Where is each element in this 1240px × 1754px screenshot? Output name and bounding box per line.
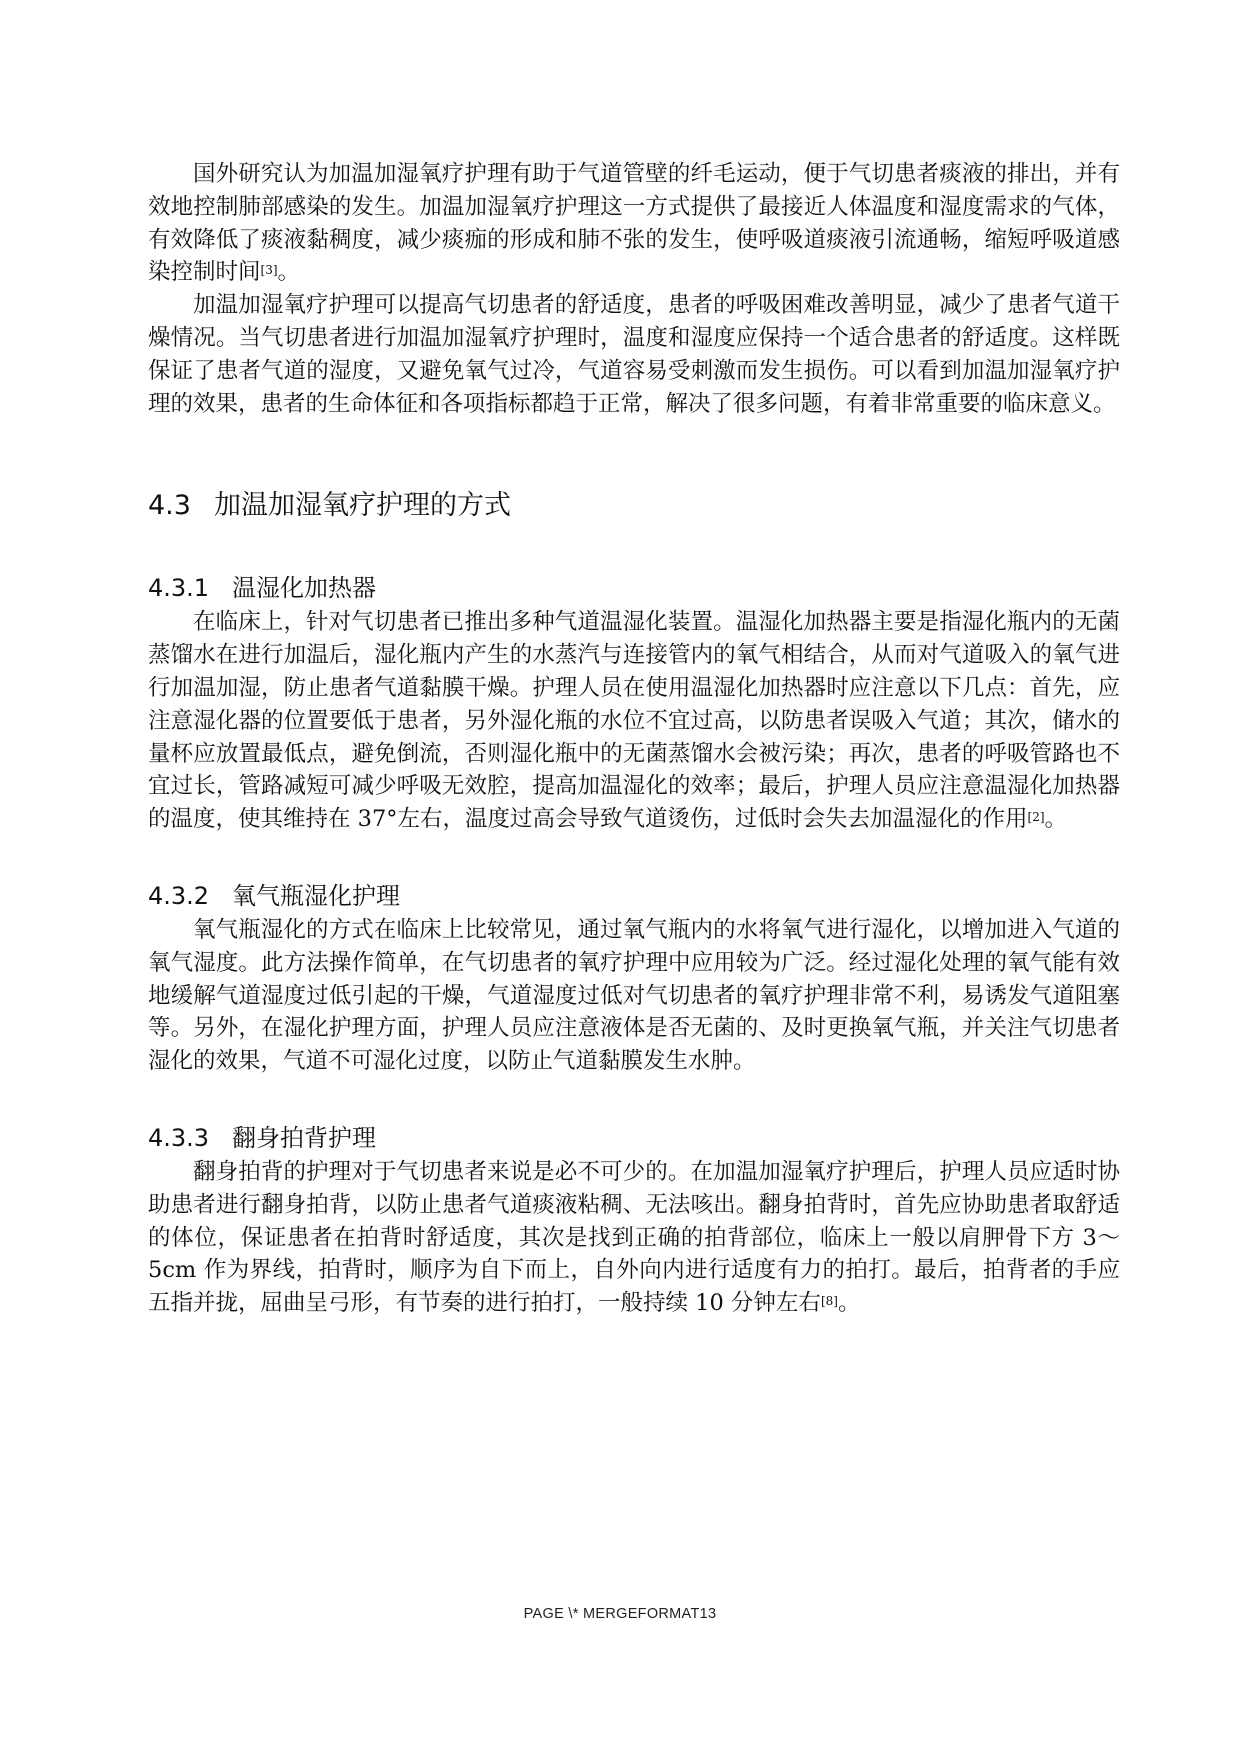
subsection-number: 4.3.3 bbox=[148, 1123, 210, 1152]
page-body bbox=[148, 158, 1120, 1320]
subsection-title: 翻身拍背护理 bbox=[232, 1123, 376, 1152]
subsection-number: 4.3.2 bbox=[148, 881, 210, 910]
page-footer: PAGE \* MERGEFORMAT13 bbox=[523, 1606, 717, 1622]
subsection-heading bbox=[148, 878, 1120, 914]
citation-marker: [3] bbox=[260, 263, 278, 278]
citation-marker: [2] bbox=[1027, 810, 1045, 825]
paragraph-text: 国外研究认为加温加湿氧疗护理有助于气道管壁的纤毛运动，便于气切患者痰液的排出，并有效地控制肺部感染的发生。加温加湿氧疗护理这一方式提供了最接近人体温度和湿度需求的气体，有效降低了痰液黏稠度，减少痰痂的形成和肺不张的发生，使呼吸道痰液引流通畅，缩短呼吸道感染控制时间 bbox=[148, 161, 1120, 286]
paragraph-text: 氧气瓶湿化的方式在临床上比较常见，通过氧气瓶内的水将氧气进行湿化，以增加进入气道的氧气湿度。此方法操作简单，在气切患者的氧疗护理中应用较为广泛。经过湿化处理的氧气能有效地缓解气道湿度过低引起的干燥，气道湿度过低对气切患者的氧疗护理非常不利，易诱发气道阻塞等。另外，在湿化护理方面，护理人员应注意液体是否无菌的、及时更换氧气瓶，并关注气切患者湿化的效果，气道不可湿化过度，以防止气道黏膜发生水肿。 bbox=[148, 916, 1120, 1075]
subsection-title: 氧气瓶湿化护理 bbox=[232, 881, 400, 910]
subsection-heading bbox=[148, 1120, 1120, 1156]
subsection-heading bbox=[148, 570, 1120, 606]
citation-marker: [8] bbox=[820, 1294, 838, 1309]
paragraph-text: 在临床上，针对气切患者已推出多种气道温湿化装置。温湿化加热器主要是指湿化瓶内的无菌蒸馏水在进行加温后，湿化瓶内产生的水蒸汽与连接管内的氧气相结合，从而对气道吸入的氧气进行加温加湿，防止患者气道黏膜干燥。护理人员在使用温湿化加热器时应注意以下几点：首先，应注意湿化器的位置要低于患者，另外湿化瓶的水位不宜过高，以防患者误吸入气道；其次，储水的量杯应放置最低点，避免倒流，否则湿化瓶中的无菌蒸馏水会被污染；再次，患者的呼吸管路也不宜过长，管路减短可减少呼吸无效腔，提高加温湿化的效率；最后，护理人员应注意温湿化加热器的温度，使其维持在 37°左右，温度过高会导致气道烫伤，过低时会失去加温湿化的作用 bbox=[148, 609, 1120, 833]
body-paragraph bbox=[148, 606, 1120, 836]
subsection-number: 4.3.1 bbox=[148, 574, 210, 603]
body-paragraph bbox=[148, 158, 1120, 289]
paragraph-text: 翻身拍背的护理对于气切患者来说是必不可少的。在加温加湿氧疗护理后，护理人员应适时协助患者进行翻身拍背，以防止患者气道痰液粘稠、无法咳出。翻身拍背时，首先应协助患者取舒适的体位，保证患者在拍背时舒适度，其次是找到正确的拍背部位，临床上一般以肩胛骨下方 3～5cm 作为界线，拍背时，顺序为自下而上，自外向内进行适度有力的拍打。最后，拍背者的手应五指并拢，屈曲呈弓形，有节奏的进行拍打，一般持续 10 分钟左右 bbox=[148, 1158, 1120, 1317]
section-title: 加温加湿氧疗护理的方式 bbox=[214, 490, 511, 522]
subsection-title: 温湿化加热器 bbox=[232, 574, 376, 603]
paragraph-end: 。 bbox=[837, 1290, 861, 1317]
body-paragraph bbox=[148, 914, 1120, 1078]
body-paragraph bbox=[148, 289, 1120, 420]
paragraph-end: 。 bbox=[277, 259, 301, 286]
paragraph-text: 加温加湿氧疗护理可以提高气切患者的舒适度，患者的呼吸困难改善明显，减少了患者气道干燥情况。当气切患者进行加温加湿氧疗护理时，温度和湿度应保持一个适合患者的舒适度。这样既保证了患者气道的湿度，又避免氧气过冷，气道容易受刺激而发生损伤。可以看到加温加湿氧疗护理的效果，患者的生命体征和各项指标都趋于正常，解决了很多问题，有着非常重要的临床意义。 bbox=[148, 292, 1120, 417]
paragraph-end: 。 bbox=[1044, 806, 1068, 833]
section-number: 4.3 bbox=[148, 490, 191, 522]
section-heading bbox=[148, 486, 1120, 526]
body-paragraph bbox=[148, 1156, 1120, 1320]
